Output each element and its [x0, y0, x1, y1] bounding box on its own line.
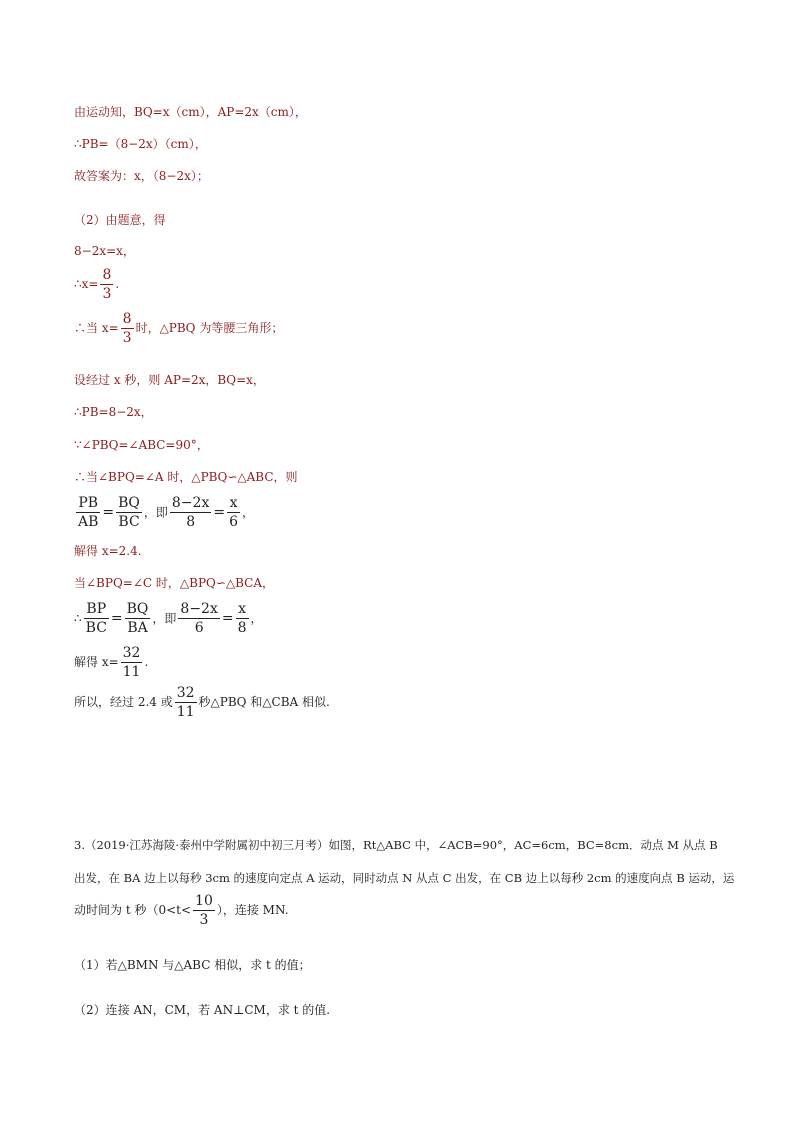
denominator: AB	[78, 514, 99, 530]
denominator: 8	[186, 514, 196, 530]
connector-text: ，即	[152, 611, 177, 626]
prefix-text: 动时间为 t 秒（0<t<	[74, 903, 192, 917]
numerator: BQ	[118, 495, 140, 511]
question-3-line-2: 出发，在 BA 边上以每秒 3cm 的速度向定点 A 运动，同时动点 N 从点 C 出发，在 CB 边上以每秒 2cm 的速度向点 B 运动，运	[74, 871, 735, 885]
fraction	[76, 494, 100, 531]
numerator: 8−2x	[171, 495, 210, 511]
denominator: 8	[237, 620, 247, 636]
fraction	[121, 644, 143, 681]
part2-heading: （2）由题意，得	[74, 213, 166, 227]
denominator: 3	[199, 912, 209, 928]
solution-line-2: ∴PB=（8−2x）（cm），	[74, 137, 207, 151]
suffix-text: .	[115, 277, 120, 291]
denominator: BC	[85, 620, 107, 636]
fraction	[84, 600, 109, 637]
denominator: 6	[229, 514, 239, 530]
numerator: 32	[176, 685, 195, 701]
question-3-part-1: （1）若△BMN 与△ABC 相似，求 t 的值；	[74, 958, 311, 972]
solution-line-3: 故答案为：x，（8−2x）；	[74, 169, 209, 183]
solve-result-2	[74, 644, 148, 681]
fraction	[227, 494, 240, 531]
denominator: 6	[194, 620, 204, 636]
denominator: 3	[122, 330, 132, 346]
fraction	[116, 494, 142, 531]
equation-line: 8−2x=x，	[74, 244, 135, 258]
numerator: PB	[76, 494, 100, 513]
fraction	[236, 600, 249, 637]
isosceles-conclusion	[74, 310, 283, 347]
final-answer	[74, 684, 330, 721]
solution-line-1: 由运动知，BQ=x（cm），AP=2x（cm），	[74, 105, 307, 119]
numerator: 8	[122, 311, 132, 327]
prefix-text: ∴当 x=	[74, 321, 119, 335]
solution-line-8: 设经过 x 秒，则 AP=2x，BQ=x，	[74, 373, 265, 387]
question-3-part-2: （2）连接 AN，CM，若 AN⊥CM，求 t 的值.	[74, 1003, 331, 1017]
equals-sign: =	[110, 610, 123, 627]
fraction	[178, 600, 219, 637]
solution-line-10: ∵∠PBQ=∠ABC=90°，	[74, 438, 209, 452]
numerator: 8	[102, 267, 112, 283]
suffix-text: ），连接 MN.	[216, 903, 289, 917]
equals-sign: =	[213, 504, 226, 521]
proportion-line-2	[74, 600, 263, 637]
solve-result-1: 解得 x=2.4.	[74, 544, 142, 558]
solution-line-9: ∴PB=8−2x，	[74, 405, 153, 419]
numerator: x	[236, 600, 249, 619]
case-two-line: 当∠BPQ=∠C 时，△BPQ∽△BCA，	[74, 576, 275, 590]
solution-line-11: ∴当∠BPQ=∠A 时，△PBQ∽△ABC，则	[74, 470, 298, 484]
denominator: BC	[118, 514, 140, 530]
denominator: 3	[102, 286, 112, 302]
fraction	[170, 494, 211, 531]
numerator: 8−2x	[180, 601, 218, 617]
connector-text: ，即	[143, 505, 168, 520]
therefore-sign: ∴	[74, 611, 82, 626]
fraction	[121, 310, 134, 347]
prefix-text: 所以，经过 2.4 或	[74, 695, 173, 709]
prefix-text: 解得 x=	[74, 655, 119, 669]
numerator: BQ	[126, 601, 149, 617]
fraction	[175, 684, 197, 721]
fraction	[100, 266, 113, 303]
numerator: BP	[84, 600, 109, 619]
denominator: 11	[122, 664, 141, 680]
equals-sign: =	[221, 610, 234, 627]
question-3-line-3	[74, 892, 289, 929]
suffix-text: ，	[242, 505, 255, 520]
fraction	[125, 600, 151, 637]
proportion-line-1	[74, 494, 254, 531]
suffix-text: .	[144, 655, 149, 669]
solution-x-value	[74, 266, 119, 303]
equals-sign: =	[102, 504, 115, 521]
numerator: 32	[122, 645, 141, 661]
denominator: 11	[176, 704, 195, 720]
suffix-text: 时，△PBQ 为等腰三角形；	[135, 321, 284, 335]
numerator: 10	[195, 893, 213, 909]
prefix-text: ∴x=	[74, 277, 99, 291]
fraction	[193, 892, 215, 929]
suffix-text: 秒△PBQ 和△CBA 相似.	[198, 695, 330, 709]
denominator: BA	[127, 620, 148, 636]
suffix-text: ，	[250, 611, 263, 626]
question-3-line-1: 3.（2019·江苏海陵·泰州中学附属初中初三月考）如图，Rt△ABC 中，∠ACB=90°，AC=6cm，BC=8cm．动点 M 从点 B	[74, 838, 718, 852]
numerator: x	[227, 494, 240, 513]
